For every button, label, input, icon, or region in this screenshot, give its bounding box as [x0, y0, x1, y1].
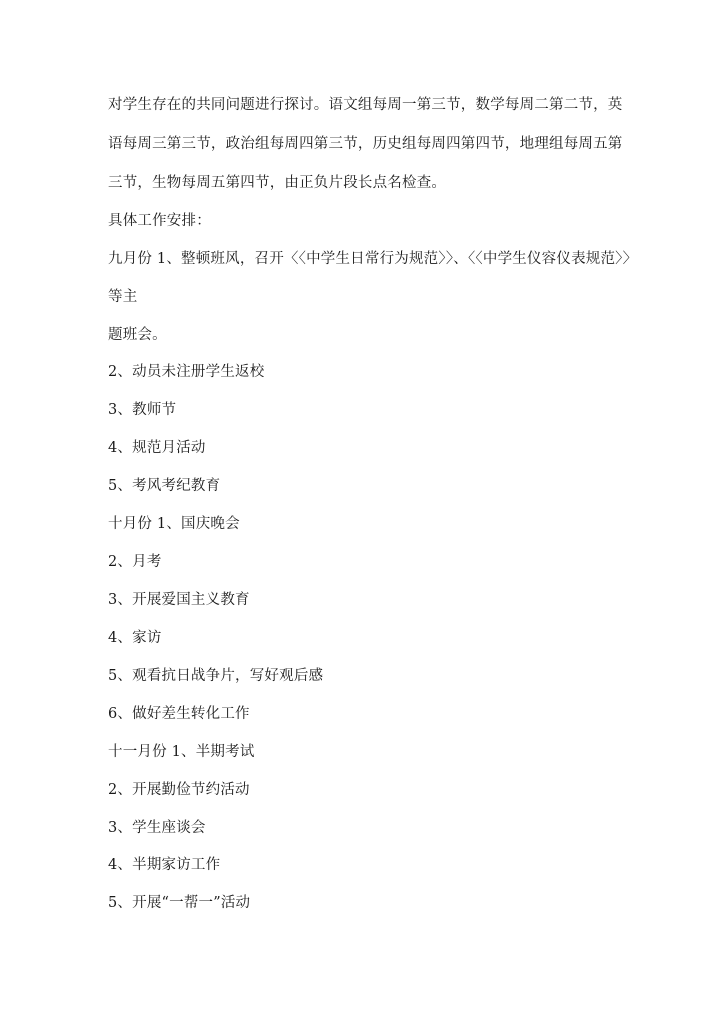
schedule-line: 4、规范月活动	[108, 440, 206, 456]
paragraph-line: 语每周三第三节，政治组每周四第三节，历史组每周四第四节，地理组每周五第	[108, 136, 623, 152]
schedule-line: 3、教师节	[108, 402, 177, 418]
schedule-line: 等主	[108, 289, 138, 305]
schedule-line: 4、半期家访工作	[108, 857, 221, 873]
schedule-line: 题班会。	[108, 327, 167, 343]
schedule-line: 5、考风考纪教育	[108, 478, 221, 494]
section-heading: 具体工作安排：	[108, 213, 211, 229]
schedule-line: 3、开展爱国主义教育	[108, 592, 250, 608]
schedule-line: 2、月考	[108, 554, 162, 570]
schedule-line: 3、学生座谈会	[108, 820, 206, 836]
schedule-line: 5、开展“一帮一”活动	[108, 895, 251, 911]
schedule-line: 2、开展勤俭节约活动	[108, 782, 250, 798]
schedule-line: 5、观看抗日战争片，写好观后感	[108, 668, 324, 684]
schedule-line: 十一月份 1、半期考试	[108, 744, 255, 760]
paragraph-line: 对学生存在的共同问题进行探讨。语文组每周一第三节，数学每周二第二节，英	[108, 97, 623, 113]
schedule-line: 4、家访	[108, 630, 162, 646]
schedule-line: 2、动员未注册学生返校	[108, 364, 265, 380]
paragraph-line: 三节，生物每周五第四节，由正负片段长点名检查。	[108, 175, 447, 191]
schedule-line: 6、做好差生转化工作	[108, 706, 250, 722]
schedule-line: 十月份 1、国庆晚会	[108, 516, 240, 532]
schedule-line: 九月份 1、整顿班风，召开〈〈中学生日常行为规范〉〉、〈〈中学生仪容仪表规范〉〉	[108, 251, 638, 267]
